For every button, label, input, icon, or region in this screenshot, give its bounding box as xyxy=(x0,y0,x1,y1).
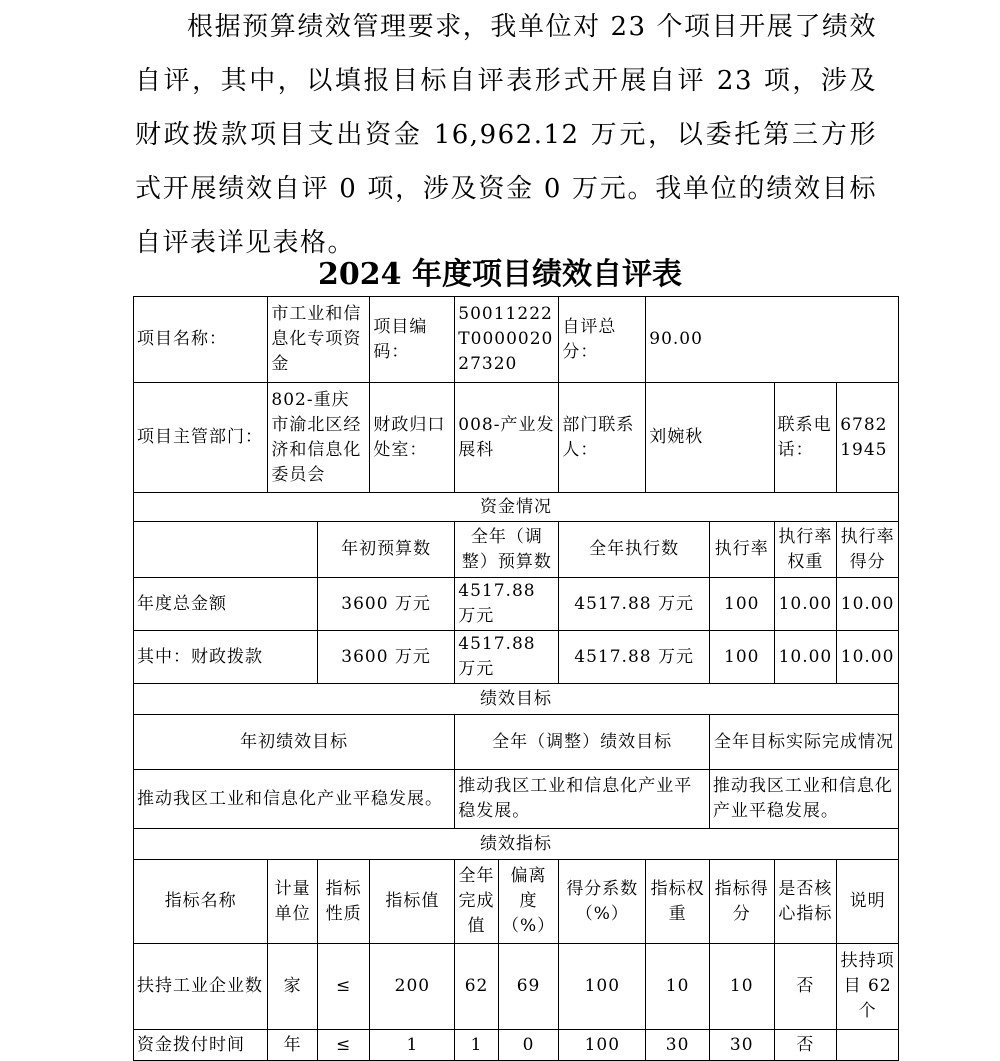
ind-weight: 30 xyxy=(646,1030,710,1061)
funds-initial: 3600 万元 xyxy=(317,578,454,631)
project-code-value: 50011222T000002027320 xyxy=(455,297,559,383)
ind-actual: 62 xyxy=(455,944,498,1030)
indicators-header-row xyxy=(134,860,899,944)
goal-initial: 推动我区工业和信息化产业平稳发展。 xyxy=(134,770,455,829)
funds-row-label: 年度总金额 xyxy=(134,578,318,631)
indicators-section-row xyxy=(134,829,899,860)
goal-header-actual: 全年目标实际完成情况 xyxy=(709,715,898,770)
project-name-value: 市工业和信息化专项资金 xyxy=(268,297,370,383)
goals-section-title: 绩效目标 xyxy=(134,684,899,715)
funds-weight: 10.00 xyxy=(774,631,837,684)
ind-header-name: 指标名称 xyxy=(134,860,268,944)
funds-section-row xyxy=(134,493,899,522)
ind-score: 10 xyxy=(709,944,774,1030)
funds-header-initial: 年初预算数 xyxy=(317,522,454,578)
funds-row-total xyxy=(134,578,899,631)
funds-header-blank xyxy=(134,522,318,578)
funds-header-score: 执行率得分 xyxy=(837,522,899,578)
ind-header-deviation: 偏离度（%） xyxy=(498,860,559,944)
funds-executed: 4517.88 万元 xyxy=(559,631,710,684)
funds-initial: 3600 万元 xyxy=(317,631,454,684)
goals-section-row xyxy=(134,684,899,715)
self-evaluation-table xyxy=(133,296,899,1061)
indicator-row xyxy=(134,944,899,1030)
funds-header-weight: 执行率权重 xyxy=(774,522,837,578)
office-value: 008-产业发展科 xyxy=(455,383,559,493)
ind-header-note: 说明 xyxy=(837,860,899,944)
ind-note xyxy=(837,1030,899,1061)
goal-actual: 推动我区工业和信息化产业平稳发展。 xyxy=(709,770,898,829)
ind-header-nature: 指标性质 xyxy=(317,860,370,944)
funds-header-rate: 执行率 xyxy=(709,522,774,578)
ind-header-coef: 得分系数（%） xyxy=(559,860,646,944)
ind-header-score: 指标得分 xyxy=(709,860,774,944)
project-name-row xyxy=(134,297,899,383)
ind-header-core: 是否核心指标 xyxy=(774,860,837,944)
goal-adjusted: 推动我区工业和信息化产业平稳发展。 xyxy=(455,770,710,829)
phone-value: 67821945 xyxy=(837,383,899,493)
funds-header-adjusted: 全年（调整）预算数 xyxy=(455,522,559,578)
funds-section-title: 资金情况 xyxy=(134,493,899,522)
funds-weight: 10.00 xyxy=(774,578,837,631)
funds-adjusted: 4517.88 万元 xyxy=(455,631,559,684)
funds-header-executed: 全年执行数 xyxy=(559,522,710,578)
office-label: 财政归口处室： xyxy=(370,383,455,493)
ind-nature: ≤ xyxy=(317,1030,370,1061)
contact-label: 部门联系人： xyxy=(559,383,646,493)
ind-nature: ≤ xyxy=(317,944,370,1030)
ind-target: 200 xyxy=(370,944,455,1030)
goals-header-row xyxy=(134,715,899,770)
ind-deviation: 0 xyxy=(498,1030,559,1061)
indicator-row xyxy=(134,1030,899,1061)
ind-coef: 100 xyxy=(559,1030,646,1061)
funds-executed: 4517.88 万元 xyxy=(559,578,710,631)
ind-deviation: 69 xyxy=(498,944,559,1030)
funds-row-label: 其中：财政拨款 xyxy=(134,631,318,684)
ind-name: 资金拨付时间 xyxy=(134,1030,268,1061)
self-score-label: 自评总分： xyxy=(559,297,646,383)
ind-score: 30 xyxy=(709,1030,774,1061)
ind-core: 否 xyxy=(774,944,837,1030)
self-score-value: 90.00 xyxy=(646,297,899,383)
dept-value: 802-重庆市渝北区经济和信息化委员会 xyxy=(268,383,370,493)
ind-unit: 家 xyxy=(268,944,318,1030)
funds-rate: 100 xyxy=(709,578,774,631)
goals-value-row xyxy=(134,770,899,829)
funds-score: 10.00 xyxy=(837,631,899,684)
goal-header-adjusted: 全年（调整）绩效目标 xyxy=(455,715,710,770)
funds-row-fiscal xyxy=(134,631,899,684)
indicators-section-title: 绩效指标 xyxy=(134,829,899,860)
project-code-label: 项目编码： xyxy=(370,297,455,383)
ind-header-target: 指标值 xyxy=(370,860,455,944)
ind-note: 扶持项目 62 个 xyxy=(837,944,899,1030)
ind-unit: 年 xyxy=(268,1030,318,1061)
ind-target: 1 xyxy=(370,1030,455,1061)
phone-label: 联系电话： xyxy=(774,383,837,493)
ind-header-unit: 计量单位 xyxy=(268,860,318,944)
ind-header-actual: 全年完成值 xyxy=(455,860,498,944)
dept-label: 项目主管部门： xyxy=(134,383,268,493)
ind-core: 否 xyxy=(774,1030,837,1061)
funds-rate: 100 xyxy=(709,631,774,684)
ind-coef: 100 xyxy=(559,944,646,1030)
goal-header-initial: 年初绩效目标 xyxy=(134,715,455,770)
ind-header-weight: 指标权重 xyxy=(646,860,710,944)
ind-name: 扶持工业企业数 xyxy=(134,944,268,1030)
intro-paragraph: 根据预算绩效管理要求，我单位对 23 个项目开展了绩效自评，其中，以填报目标自评表形式开展自评 23 项，涉及财政拨款项目支出资金 16,962.12 万元，以委托第三方形式开展绩效自评 0 项，涉及资金 0 万元。我单位的绩效目标自评表详见表格。 xyxy=(135,12,877,258)
funds-adjusted: 4517.88 万元 xyxy=(455,578,559,631)
project-name-label: 项目名称： xyxy=(134,297,268,383)
table-title: 2024 年度项目绩效自评表 xyxy=(318,257,682,292)
contact-value: 刘婉秋 xyxy=(646,383,774,493)
project-dept-row xyxy=(134,383,899,493)
ind-weight: 10 xyxy=(646,944,710,1030)
ind-actual: 1 xyxy=(455,1030,498,1061)
funds-header-row xyxy=(134,522,899,578)
funds-score: 10.00 xyxy=(837,578,899,631)
